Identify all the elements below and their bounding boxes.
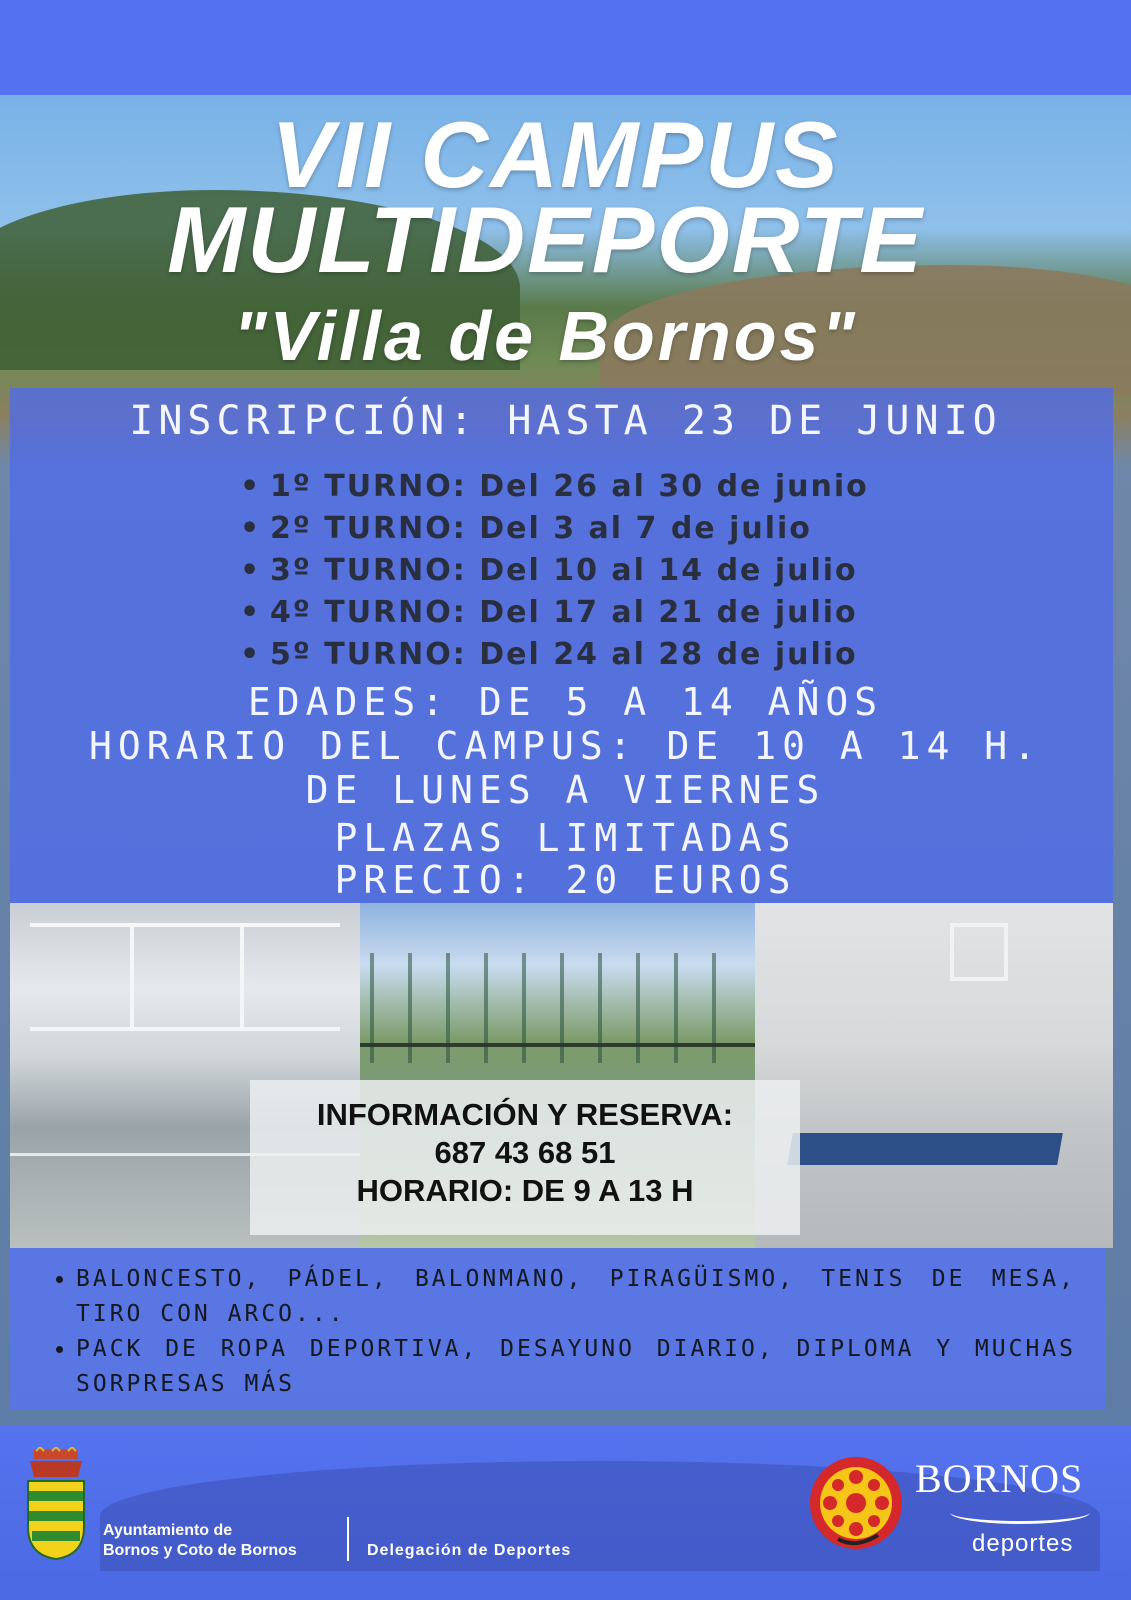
brand-wordmark: BORNOS	[915, 1456, 1084, 1501]
turno-item	[240, 466, 869, 508]
turno-dates: Del 3 al 7 de julio	[479, 511, 812, 546]
bullet-icon: •	[240, 595, 262, 630]
sports-delegation: Delegación de Deportes	[367, 1542, 572, 1559]
bullet-icon: •	[240, 637, 262, 672]
municipality-line-1: Ayuntamiento de	[103, 1522, 233, 1539]
bullet-icon: •	[240, 469, 262, 504]
turno-dates: Del 10 al 14 de julio	[479, 553, 858, 588]
padel-net	[360, 1043, 755, 1047]
weekdays: DE LUNES A VIERNES	[305, 768, 826, 812]
sports-wheel-icon	[808, 1455, 904, 1551]
turno-item	[240, 634, 869, 676]
basketball-hoop	[950, 923, 1008, 981]
turno-item	[240, 550, 869, 592]
title-line-2: MULTIDEPORTE	[167, 187, 924, 292]
municipality-name	[103, 1521, 297, 1561]
title-line-1: VII CAMPUS	[271, 102, 840, 207]
ages: EDADES: DE 5 A 14 AÑOS	[247, 680, 884, 724]
footer	[0, 1425, 1131, 1600]
turno-item	[240, 508, 869, 550]
turno-label: 1º TURNO:	[270, 469, 467, 504]
bullet-icon: •	[240, 511, 262, 546]
top-band	[0, 0, 1131, 95]
footer-divider	[347, 1517, 349, 1561]
turno-label: 4º TURNO:	[270, 595, 467, 630]
roof-truss	[30, 923, 340, 1031]
price: PRECIO: 20 EUROS	[334, 858, 797, 902]
photo-table-tennis	[755, 903, 1113, 1248]
reservation-heading: INFORMACIÓN Y RESERVA:	[316, 1097, 734, 1132]
coat-of-arms-icon	[20, 1447, 92, 1562]
turno-label: 5º TURNO:	[270, 637, 467, 672]
extras-list	[10, 1248, 1106, 1402]
title-line-3: "Villa de Bornos"	[233, 297, 858, 375]
turno-item	[240, 592, 869, 634]
extras-item: • PACK DE ROPA DEPORTIVA, DESAYUNO DIARIO, DIPLOMA Y MUCHAS SORPRESAS MÁS	[76, 1332, 1076, 1402]
inscription-deadline: INSCRIPCIÓN: HASTA 23 DE JUNIO	[129, 398, 1002, 444]
brand-subtitle: deportes	[972, 1530, 1074, 1557]
table-tennis-table	[787, 1133, 1063, 1165]
bullet-icon: •	[240, 553, 262, 588]
turno-dates: Del 17 al 21 de julio	[479, 595, 858, 630]
campus-schedule: HORARIO DEL CAMPUS: DE 10 A 14 H.	[89, 724, 1042, 768]
reservation-hours: HORARIO: DE 9 A 13 H	[356, 1173, 694, 1208]
phone-number: 687 43 68 51	[434, 1135, 616, 1170]
brand-swoosh	[950, 1501, 1090, 1524]
turno-dates: Del 24 al 28 de julio	[479, 637, 858, 672]
limited-places: PLAZAS LIMITADAS	[334, 816, 797, 860]
extras-item: • BALONCESTO, PÁDEL, BALONMANO, PIRAGÜISMO, TENIS DE MESA, TIRO CON ARCO...	[76, 1262, 1076, 1332]
turno-dates: Del 26 al 30 de junio	[479, 469, 869, 504]
turno-label: 3º TURNO:	[270, 553, 467, 588]
turnos-list	[240, 466, 869, 676]
municipality-line-2: Bornos y Coto de Bornos	[103, 1542, 297, 1559]
turno-label: 2º TURNO:	[270, 511, 467, 546]
reservation-box	[250, 1080, 800, 1235]
extras-panel	[10, 1248, 1106, 1410]
